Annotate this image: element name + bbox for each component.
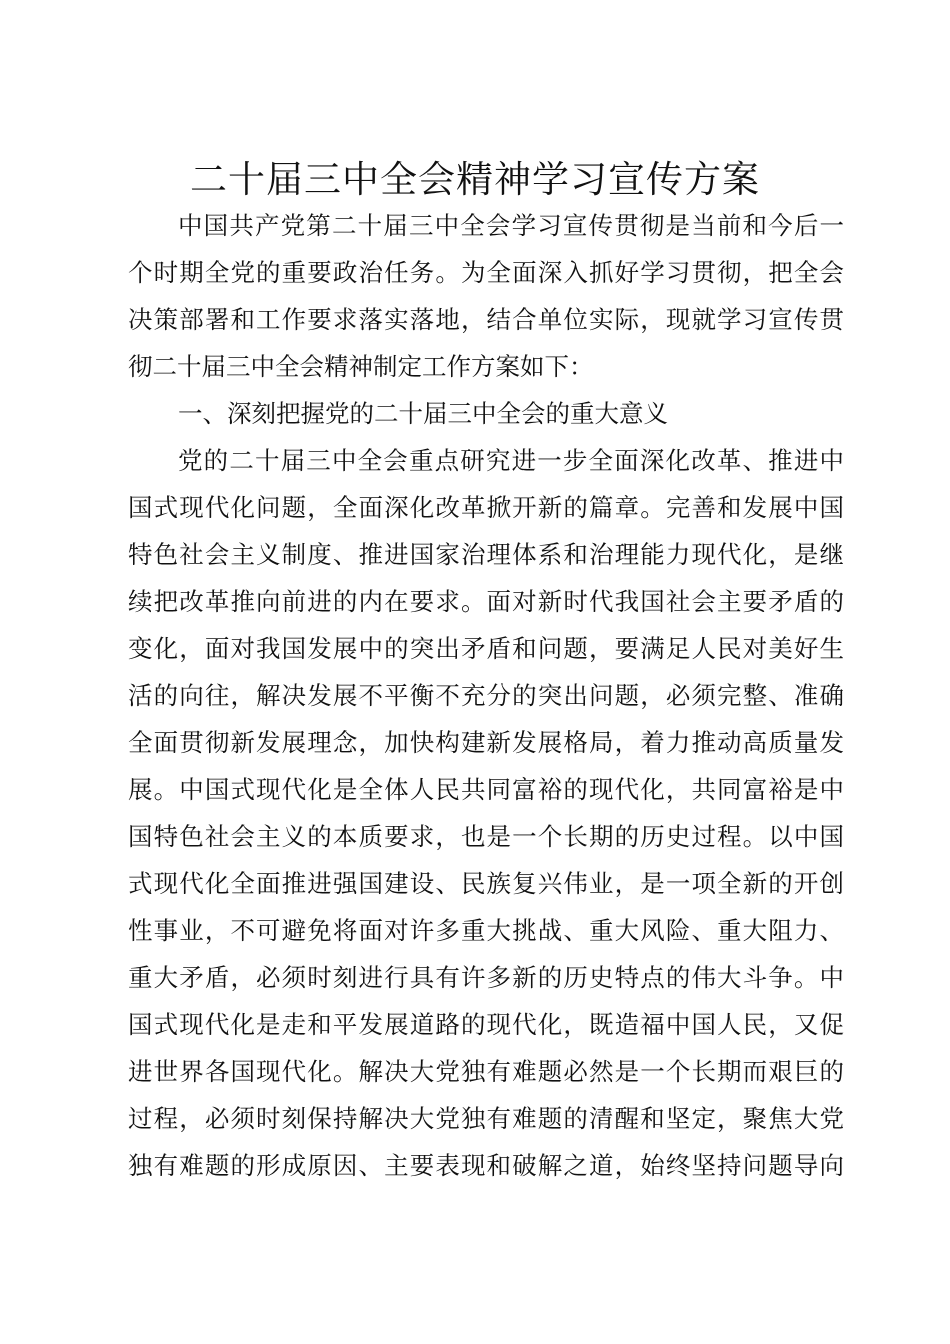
paragraph-line: 展。中国式现代化是全体人民共同富裕的现代化，共同富裕是中 — [128, 775, 844, 804]
paragraph-line: 进世界各国现代化。解决大党独有难题必然是一个长期而艰巨的 — [128, 1057, 844, 1086]
document-title: 二十届三中全会精神学习宣传方案 — [190, 158, 760, 201]
paragraph-line: 全面贯彻新发展理念，加快构建新发展格局，着力推动高质量发 — [128, 728, 844, 757]
paragraph-line: 性事业，不可避免将面对许多重大挑战、重大风险、重大阻力、 — [128, 916, 844, 945]
paragraph-line: 中国共产党第二十届三中全会学习宣传贯彻是当前和今后一 — [178, 211, 844, 240]
paragraph-line: 续把改革推向前进的内在要求。面对新时代我国社会主要矛盾的 — [128, 587, 844, 616]
paragraph-significance — [128, 437, 844, 1189]
paragraph-line: 变化，面对我国发展中的突出矛盾和问题，要满足人民对美好生 — [128, 634, 844, 663]
document-body — [128, 202, 844, 1189]
paragraph-line: 特色社会主义制度、推进国家治理体系和治理能力现代化，是继 — [128, 540, 844, 569]
paragraph-intro — [128, 202, 844, 390]
paragraph-line: 个时期全党的重要政治任务。为全面深入抓好学习贯彻，把全会 — [128, 258, 844, 287]
paragraph-line: 党的二十届三中全会重点研究进一步全面深化改革、推进中 — [178, 446, 844, 475]
paragraph-line: 国式现代化是走和平发展道路的现代化，既造福中国人民，又促 — [128, 1010, 844, 1039]
paragraph-line: 决策部署和工作要求落实落地，结合单位实际，现就学习宣传贯 — [128, 305, 844, 334]
section-heading: 一、深刻把握党的二十届三中全会的重大意义 — [178, 399, 668, 428]
paragraph-line: 过程，必须时刻保持解决大党独有难题的清醒和坚定，聚焦大党 — [128, 1104, 844, 1133]
paragraph-line: 活的向往，解决发展不平衡不充分的突出问题，必须完整、准确 — [128, 681, 844, 710]
paragraph-line: 彻二十届三中全会精神制定工作方案如下： — [128, 352, 594, 381]
paragraph-line: 国特色社会主义的本质要求，也是一个长期的历史过程。以中国 — [128, 822, 844, 851]
paragraph-line: 式现代化全面推进强国建设、民族复兴伟业，是一项全新的开创 — [128, 869, 844, 898]
paragraph-line: 独有难题的形成原因、主要表现和破解之道，始终坚持问题导向 — [128, 1151, 844, 1180]
paragraph-line: 国式现代化问题，全面深化改革掀开新的篇章。完善和发展中国 — [128, 493, 844, 522]
paragraph-line: 重大矛盾，必须时刻进行具有许多新的历史特点的伟大斗争。中 — [128, 963, 844, 992]
